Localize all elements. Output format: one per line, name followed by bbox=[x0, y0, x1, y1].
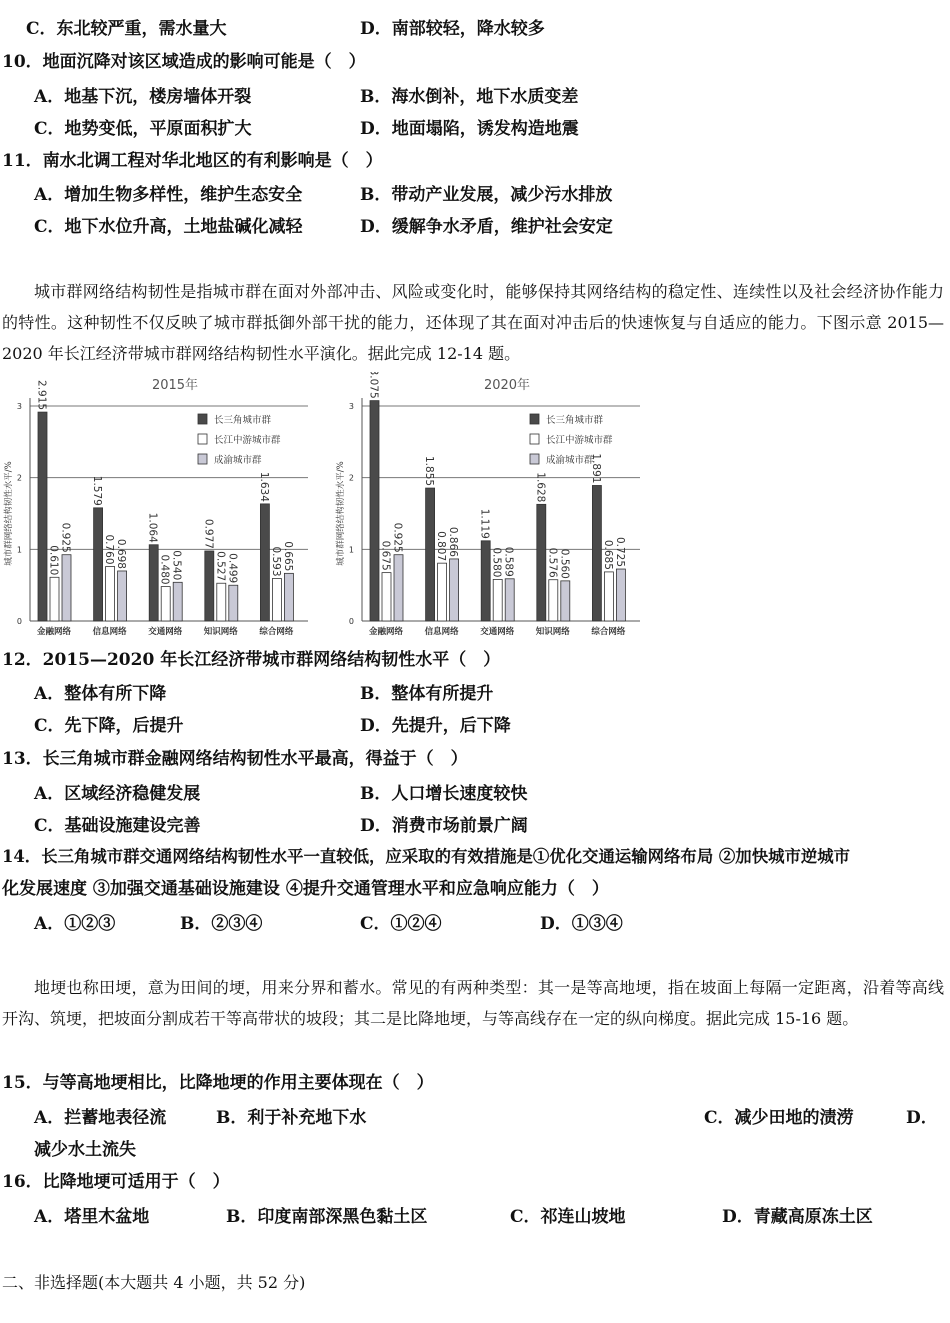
x-tick-label: 信息网络 bbox=[92, 627, 127, 637]
legend-swatch bbox=[530, 414, 539, 424]
q9-option-c: C．东北较严重，需水量大 bbox=[26, 19, 227, 39]
q16-option-b: B．印度南部深黑色黏土区 bbox=[226, 1207, 428, 1227]
legend-swatch bbox=[198, 434, 207, 444]
bar-value-label: 0.866 bbox=[447, 526, 460, 557]
bar-value-label: 0.925 bbox=[59, 522, 72, 553]
y-tick-label: 1 bbox=[348, 545, 354, 555]
q11-option-b: B．带动产业发展，减少污水排放 bbox=[360, 185, 613, 205]
y-tick-label: 1 bbox=[16, 545, 22, 555]
q13-stem: 13．长三角城市群金融网络结构韧性水平最高，得益于（ ） bbox=[2, 749, 468, 769]
bar-value-label: 1.119 bbox=[478, 508, 491, 539]
bar-2 bbox=[382, 573, 391, 621]
bar-value-label: 1.579 bbox=[91, 475, 104, 506]
bar-1 bbox=[94, 508, 103, 621]
bar-1 bbox=[38, 412, 47, 621]
bar-value-label: 2.915 bbox=[35, 380, 48, 411]
bar-1 bbox=[537, 504, 546, 621]
chart-2020-svg bbox=[332, 372, 652, 640]
q13-option-d: D．消费市场前景广阔 bbox=[360, 816, 528, 836]
q13-option-a: A．区域经济稳健发展 bbox=[34, 784, 201, 804]
y-tick-label: 0 bbox=[16, 617, 22, 626]
bar-2 bbox=[604, 572, 613, 621]
bar-value-label: 0.675 bbox=[379, 540, 392, 571]
bar-3 bbox=[616, 569, 625, 621]
bar-3 bbox=[394, 555, 403, 621]
legend-swatch bbox=[530, 434, 539, 444]
q10-stem: 10．地面沉降对该区域造成的影响可能是（ ） bbox=[2, 52, 366, 72]
bar-value-label: 1.064 bbox=[146, 512, 159, 543]
y-tick-label: 0 bbox=[348, 617, 354, 626]
legend-label: 长三角城市群 bbox=[214, 415, 272, 426]
q15-option-d-letter: D． bbox=[906, 1108, 938, 1128]
bar-1 bbox=[481, 541, 490, 621]
bar-value-label: 0.698 bbox=[115, 538, 128, 569]
bar-1 bbox=[260, 504, 269, 621]
bar-value-label: 1.628 bbox=[534, 472, 547, 503]
bar-value-label: 0.540 bbox=[170, 550, 183, 581]
q11-option-d: D．缓解争水矛盾，维护社会安定 bbox=[360, 217, 613, 237]
chart-title: 2015年 bbox=[151, 378, 199, 393]
x-tick-label: 知识网络 bbox=[203, 627, 238, 637]
passage-field-ridge: 地埂也称田埂，意为田间的埂，用来分界和蓄水。常见的有两种类型：其一是等高地埂，指在坡面上每隔一定距离，沿着等高线开沟、筑埂，把坡面分割成若干等高带状的坡段；其二是比降地埂，与等高线存在一定的纵向梯度。据此完成 15-16 题。 bbox=[2, 978, 944, 1028]
q13-option-b: B．人口增长速度较快 bbox=[360, 784, 528, 804]
legend-label: 长江中游城市群 bbox=[546, 435, 613, 446]
bar-2 bbox=[438, 563, 447, 621]
y-axis-label: 城市群网络结构韧性水平/% bbox=[336, 461, 346, 566]
q10-option-b: B．海水倒补，地下水质变差 bbox=[360, 87, 579, 107]
q14-option-c: C．①②④ bbox=[360, 914, 442, 934]
x-tick-label: 综合网络 bbox=[259, 627, 294, 637]
bar-value-label: 3.075 bbox=[367, 372, 380, 399]
q11-option-c: C．地下水位升高，土地盐碱化减轻 bbox=[34, 217, 303, 237]
q12-option-d: D．先提升，后下降 bbox=[360, 716, 511, 736]
bar-2 bbox=[493, 579, 502, 621]
chart-2015 bbox=[0, 372, 320, 644]
chart-2015-svg bbox=[0, 372, 320, 640]
q12-option-a: A．整体有所下降 bbox=[34, 684, 167, 704]
bar-value-label: 0.560 bbox=[558, 548, 571, 579]
q16-option-d: D．青藏高原冻土区 bbox=[722, 1207, 873, 1227]
legend-label: 成渝城市群 bbox=[214, 455, 262, 466]
bar-3 bbox=[505, 579, 514, 621]
bar-3 bbox=[450, 559, 459, 621]
bar-3 bbox=[284, 573, 293, 621]
bar-2 bbox=[549, 580, 558, 621]
q12-option-c: C．先下降，后提升 bbox=[34, 716, 184, 736]
bar-2 bbox=[217, 583, 226, 621]
x-tick-label: 金融网络 bbox=[368, 627, 404, 637]
bar-2 bbox=[106, 567, 115, 621]
y-axis-label: 城市群网络结构韧性水平/% bbox=[4, 461, 14, 566]
section-2-heading: 二、非选择题(本大题共 4 小题，共 52 分) bbox=[2, 1273, 306, 1292]
x-tick-label: 综合网络 bbox=[591, 627, 626, 637]
bar-1 bbox=[149, 545, 158, 621]
q13-option-c: C．基础设施建设完善 bbox=[34, 816, 201, 836]
x-tick-label: 信息网络 bbox=[424, 627, 459, 637]
bar-value-label: 0.480 bbox=[158, 554, 171, 585]
chart-2020 bbox=[332, 372, 652, 644]
bar-value-label: 0.576 bbox=[546, 547, 559, 578]
q10-option-c: C．地势变低，平原面积扩大 bbox=[34, 119, 252, 139]
bar-3 bbox=[118, 571, 127, 621]
legend-label: 长江中游城市群 bbox=[214, 435, 281, 446]
q10-option-a: A．地基下沉，楼房墙体开裂 bbox=[34, 87, 252, 107]
bar-value-label: 0.807 bbox=[435, 531, 448, 562]
bar-2 bbox=[272, 579, 281, 621]
bar-value-label: 0.685 bbox=[601, 539, 614, 570]
bar-1 bbox=[205, 551, 214, 621]
q16-option-a: A．塔里木盆地 bbox=[34, 1207, 150, 1227]
bar-value-label: 1.634 bbox=[257, 471, 270, 502]
y-tick-label: 2 bbox=[348, 473, 354, 483]
q11-stem: 11．南水北调工程对华北地区的有利影响是（ ） bbox=[2, 151, 383, 171]
bar-value-label: 0.527 bbox=[214, 551, 227, 582]
bar-value-label: 1.891 bbox=[589, 453, 602, 484]
q15-option-d-text: 减少水土流失 bbox=[34, 1140, 136, 1160]
bar-3 bbox=[173, 582, 182, 621]
x-tick-label: 交通网络 bbox=[148, 627, 183, 637]
q9-option-d: D．南部较轻，降水较多 bbox=[360, 19, 545, 39]
bar-2 bbox=[161, 587, 170, 621]
q15-option-a: A．拦蓄地表径流 bbox=[34, 1108, 167, 1128]
q12-option-b: B．整体有所提升 bbox=[360, 684, 494, 704]
bar-1 bbox=[592, 485, 601, 621]
y-tick-label: 3 bbox=[348, 402, 354, 411]
bar-value-label: 0.580 bbox=[490, 547, 503, 578]
chart-title: 2020年 bbox=[483, 378, 531, 393]
bar-value-label: 0.925 bbox=[391, 522, 404, 553]
q11-option-a: A．增加生物多样性，维护生态安全 bbox=[34, 185, 303, 205]
q14-option-d: D．①③④ bbox=[540, 914, 623, 934]
q15-option-c: C．减少田地的渍涝 bbox=[704, 1108, 854, 1128]
legend-label: 成渝城市群 bbox=[546, 455, 594, 466]
bar-3 bbox=[561, 581, 570, 621]
y-tick-label: 3 bbox=[16, 402, 22, 411]
bar-value-label: 0.610 bbox=[47, 545, 60, 576]
bar-2 bbox=[50, 577, 59, 621]
bar-1 bbox=[426, 488, 435, 621]
bar-value-label: 0.977 bbox=[202, 518, 215, 549]
q15-stem: 15．与等高地埂相比，比降地埂的作用主要体现在（ ） bbox=[2, 1073, 434, 1093]
legend-swatch bbox=[530, 454, 539, 464]
bar-value-label: 0.665 bbox=[281, 541, 294, 572]
q14-stem-line2: 化发展速度 ③加强交通基础设施建设 ④提升交通管理水平和应急响应能力（ ） bbox=[2, 879, 609, 899]
q16-stem: 16．比降地埂可适用于（ ） bbox=[2, 1172, 230, 1192]
bar-3 bbox=[62, 555, 71, 621]
bar-value-label: 0.593 bbox=[269, 546, 282, 577]
bar-value-label: 0.499 bbox=[226, 553, 239, 584]
bar-1 bbox=[370, 401, 379, 621]
legend-swatch bbox=[198, 454, 207, 464]
bar-3 bbox=[229, 585, 238, 621]
y-tick-label: 2 bbox=[16, 473, 22, 483]
q14-option-a: A．①②③ bbox=[34, 914, 116, 934]
q15-option-b: B．利于补充地下水 bbox=[216, 1108, 367, 1128]
q14-stem-line1: 14．长三角城市群交通网络结构韧性水平一直较低，应采取的有效措施是①优化交通运输网络布局 ②加快城市逆城市 bbox=[2, 847, 851, 866]
x-tick-label: 交通网络 bbox=[480, 627, 515, 637]
x-tick-label: 知识网络 bbox=[535, 627, 570, 637]
bar-value-label: 0.725 bbox=[613, 536, 626, 568]
bar-value-label: 0.589 bbox=[502, 546, 515, 577]
legend-label: 长三角城市群 bbox=[546, 415, 604, 426]
bar-value-label: 1.855 bbox=[423, 455, 436, 487]
x-tick-label: 金融网络 bbox=[36, 627, 72, 637]
bar-value-label: 0.760 bbox=[103, 534, 116, 565]
legend-swatch bbox=[198, 414, 207, 424]
q10-option-d: D．地面塌陷，诱发构造地震 bbox=[360, 119, 579, 139]
q16-option-c: C．祁连山坡地 bbox=[510, 1207, 626, 1227]
passage-city-cluster: 城市群网络结构韧性是指城市群在面对外部冲击、风险或变化时，能够保持其网络结构的稳定性、连续性以及社会经济协作能力的特性。这种韧性不仅反映了城市群抵御外部干扰的能力，还体现了其在面对冲击后的快速恢复与自适应的能力。下图示意 2015—2020 年长江经济带城市群网络结构韧性水平演化。据此完成 12-14 题。 bbox=[2, 282, 944, 363]
q12-stem: 12．2015—2020 年长江经济带城市群网络结构韧性水平（ ） bbox=[2, 650, 501, 670]
q14-option-b: B．②③④ bbox=[180, 914, 263, 934]
